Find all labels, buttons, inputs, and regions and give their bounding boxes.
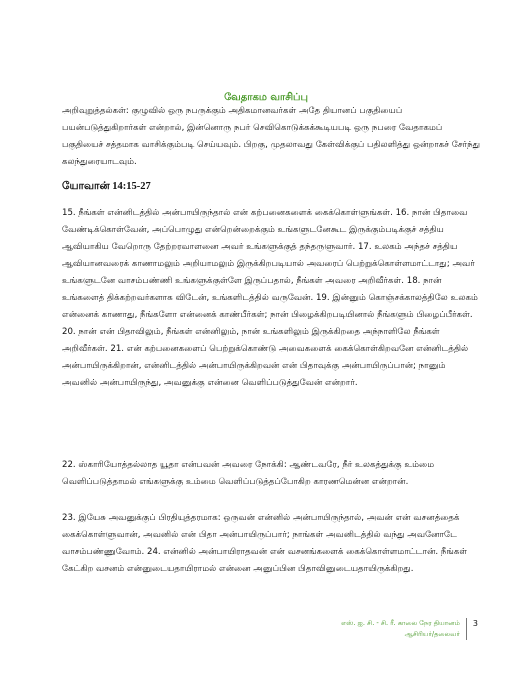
footer-line-1: எஸ். ஐ. சி. - சி. ரீ. காலை நேர தியானம் <box>341 619 460 627</box>
scripture-paragraph: 15. நீங்கள் என்னிடத்தில் அன்பாயிருந்தால் என் கற்பனைகளைக் கைக்கொள்ளுங்கள். 16. நான் பிதாவை வேண்டிக்கொள்வேன், அப்பொழுது என்றென்றைக்கும் உங்களுடனேகூட இருக்கும்படிக்குச் சத்திய ஆவியாகிய வேறொரு தேற்றரவாளனை அவர் உங்களுக்குத் தந்தருளுவார். 17. உலகம் அந்தச் சத்திய ஆவியானவரைக் காணாமலும் அறியாமலும் இருக்கிறபடியால் அவரைப் பெற்றுக்கொள்ளமாட்டாது; அவர் உங்களுடனே வாசம்பண்ணி உங்களுக்குள்ளே இருப்பதால், நீங்கள் அவரை அறிவீர்கள். 18. நான் உங்களைத் திக்கற்றவர்களாக விடேன், உங்களிடத்தில் வருவேன். 19. இன்னும் கொஞ்சக்காலத்திலே உலகம் என்னைக் காணாது, நீங்களோ என்னைக் காண்பீர்கள்; நான் பிழைக்கிறபடியினால் நீங்களும் பிழைப்பீர்கள். 20. நான் என் பிதாவிலும், நீங்கள் என்னிலும், நான் உங்களிலும் இருக்கிறதை அந்நாளிலே நீங்கள் அறிவீர்கள். 21. என் கற்பனைகளைப் பெற்றுக்கொண்டு அவைகளைக் கைக்கொள்கிறவனே என்னிடத்தில் அன்பாயிருக்கிறான், என்னிடத்தில் அன்பாயிருக்கிறவன் என் பிதாவுக்கு அன்பாயிருப்பான்; நானும் அவனில் அன்பாயிருந்து, அவனுக்கு என்னை வெளிப்படுத்துவேன் என்றார். <box>62 208 478 388</box>
instructions-paragraph: அறிவுறுத்தல்கள்: குழுவில் ஒரு நபருக்கும் அதிகமானவர்கள் அதே தியானப் பகுதியைப் பயன்படுத்துகிறார்கள் என்றால், இன்னொரு நபர் செவிகொடுக்கக்கூடியபடி ஒரு நபரை வேதாகமப் பகுதியைச் சத்தமாக வாசிக்கும்படி செய்யவும். பிறகு, முதலாவது கேள்விக்குப் பதிலளித்து ஒன்றாகச் சேர்ந்து கலந்துரையாடவும். <box>62 106 481 167</box>
section-title: வேதாகம வாசிப்பு <box>224 92 308 103</box>
footer-text <box>341 618 467 640</box>
scripture-paragraph: 22. ஸ்காரியோத்தல்லாத யூதா என்பவன் அவரை நோக்கி: ஆண்டவரே, நீர் உலகத்துக்கு உம்மை வெளிப்படுத்தாமல் எங்களுக்கு உம்மை வெளிப்படுத்தப்போகிற காரணமென்ன என்றான். <box>62 460 435 487</box>
scripture-reference: யோவான் 14:15-27 <box>62 181 151 192</box>
page-number: 3 <box>472 619 478 628</box>
footer-line-2: ஆசிரியர்/தலைவர் <box>404 630 460 638</box>
scripture-paragraph: 23. இயேசு அவனுக்குப் பிரதியுத்தரமாக: ஒருவன் என்னில் அன்பாயிருந்தால், அவன் என் வசனத்தைக் கைக்கொள்ளுவான், அவனில் என் பிதா அன்பாயிருப்பார்; நாங்கள் அவனிடத்தில் வந்து அவனோடே வாசம்பண்ணுவோம். 24. என்னில் அன்பாயிராதவன் என் வசனங்களைக் கைக்கொள்ளமாட்டான். நீங்கள் கேட்கிற வசனம் என்னுடையதாயிராமல் என்னை அனுப்பின பிதாவினுடையதாயிருக்கிறது. <box>62 513 468 574</box>
page-footer <box>341 618 478 640</box>
